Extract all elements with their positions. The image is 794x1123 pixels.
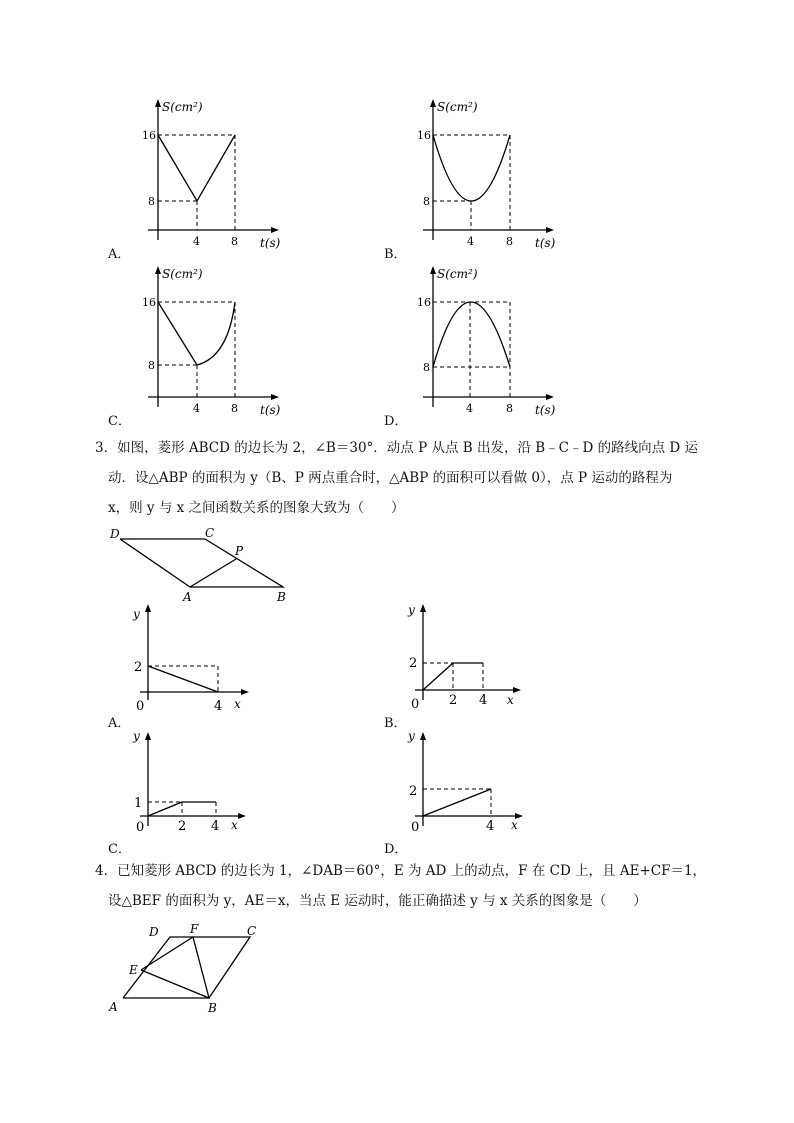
tick-label: 8: [423, 361, 430, 374]
point-label-a: A: [109, 1000, 118, 1014]
point-label-c: C: [247, 924, 257, 938]
q2-option-b-letter: B．: [384, 247, 407, 262]
tick-label: 16: [417, 129, 431, 142]
origin-label: 0: [136, 820, 145, 835]
tick-label: 4: [211, 819, 220, 834]
tick-label: 8: [506, 235, 513, 248]
q3-option-b-letter: B．: [384, 716, 407, 731]
tick-label: 8: [423, 195, 430, 208]
x-axis-label: x: [507, 693, 514, 707]
q2-option-c-letter: C．: [108, 414, 131, 429]
origin-label: 0: [411, 820, 420, 835]
q3-question-line-2: 动．设△ABP 的面积为 y（B、P 两点重合时，△ABP 的面积可以看做 0），点 P 运动的路程为: [108, 470, 673, 486]
tick-label: 2: [134, 660, 143, 675]
tick-label: 16: [142, 296, 156, 309]
q2-d-x-axis-label: t(s): [535, 403, 556, 417]
point-label-d: D: [149, 925, 159, 939]
point-label-d: D: [110, 527, 120, 541]
tick-label: 4: [466, 402, 473, 415]
origin-label: 0: [411, 697, 420, 712]
tick-label: 4: [467, 235, 474, 248]
q2-b-x-axis-label: t(s): [535, 236, 556, 250]
q3-rhombus-figure: [105, 525, 305, 605]
tick-label: 8: [506, 402, 513, 415]
tick-label: 16: [417, 296, 431, 309]
point-label-a: A: [183, 590, 192, 604]
q2-a-x-axis-label: t(s): [260, 236, 281, 250]
x-axis-label: x: [231, 818, 238, 832]
tick-label: 4: [486, 819, 495, 834]
tick-label: 8: [148, 195, 155, 208]
q3-option-a-graph: [130, 600, 260, 720]
q2-c-y-axis-label: S(cm²): [162, 267, 203, 281]
q3-option-d-graph: [405, 728, 535, 848]
q2-d-y-axis-label: S(cm²): [437, 267, 478, 281]
q3-option-c-graph: [130, 728, 260, 848]
tick-label: 4: [479, 693, 488, 708]
x-axis-label: x: [511, 818, 518, 832]
point-label-p: P: [235, 544, 244, 558]
origin-label: 0: [136, 699, 145, 714]
tick-label: 8: [231, 402, 238, 415]
x-axis-label: x: [234, 697, 241, 711]
y-axis-label: y: [133, 729, 140, 743]
q2-option-a-letter: A．: [108, 247, 131, 262]
point-label-b: B: [208, 1001, 217, 1015]
tick-label: 2: [449, 693, 458, 708]
q3-question-line-3: x，则 y 与 x 之间函数关系的图象大致为（ ）: [108, 500, 405, 516]
q3-option-c-letter: C．: [108, 842, 131, 857]
tick-label: 2: [178, 819, 187, 834]
q4-rhombus-figure: [105, 920, 275, 1020]
q2-b-y-axis-label: S(cm²): [437, 100, 478, 114]
q2-option-d-graph: [405, 262, 565, 422]
q3-question-line-1: 3．如图，菱形 ABCD 的边长为 2，∠B＝30°．动点 P 从点 B 出发，沿 B﹣C﹣D 的路线向点 D 运: [95, 440, 699, 456]
tick-label: 1: [134, 796, 143, 811]
q2-a-y-axis-label: S(cm²): [162, 100, 203, 114]
q3-option-d-letter: D．: [384, 842, 408, 857]
tick-label: 8: [148, 359, 155, 372]
tick-label: 8: [231, 235, 238, 248]
y-axis-label: y: [408, 603, 415, 617]
q2-option-c-graph: [130, 262, 290, 422]
y-axis-label: y: [408, 729, 415, 743]
point-label-e: E: [129, 963, 138, 977]
tick-label: 2: [409, 656, 418, 671]
q2-option-b-graph: [405, 95, 565, 255]
y-axis-label: y: [133, 607, 140, 621]
q4-question-line-2: 设△BEF 的面积为 y，AE＝x，当点 E 运动时，能正确描述 y 与 x 关系的图象是（ ）: [108, 893, 647, 909]
q2-option-a-graph: [130, 95, 290, 255]
tick-label: 2: [409, 784, 418, 799]
point-label-c: C: [205, 526, 215, 540]
point-label-f: F: [190, 922, 199, 936]
tick-label: 4: [193, 402, 200, 415]
q4-question-line-1: 4．已知菱形 ABCD 的边长为 1，∠DAB＝60°，E 为 AD 上的动点，F 在 CD 上，且 AE+CF＝1，: [95, 863, 707, 879]
tick-label: 4: [193, 235, 200, 248]
q2-option-d-letter: D．: [384, 414, 408, 429]
tick-label: 16: [142, 129, 156, 142]
tick-label: 4: [214, 699, 223, 714]
q2-c-x-axis-label: t(s): [260, 403, 281, 417]
point-label-b: B: [277, 590, 286, 604]
q3-option-b-graph: [405, 600, 535, 720]
q3-option-a-letter: A．: [108, 716, 131, 731]
